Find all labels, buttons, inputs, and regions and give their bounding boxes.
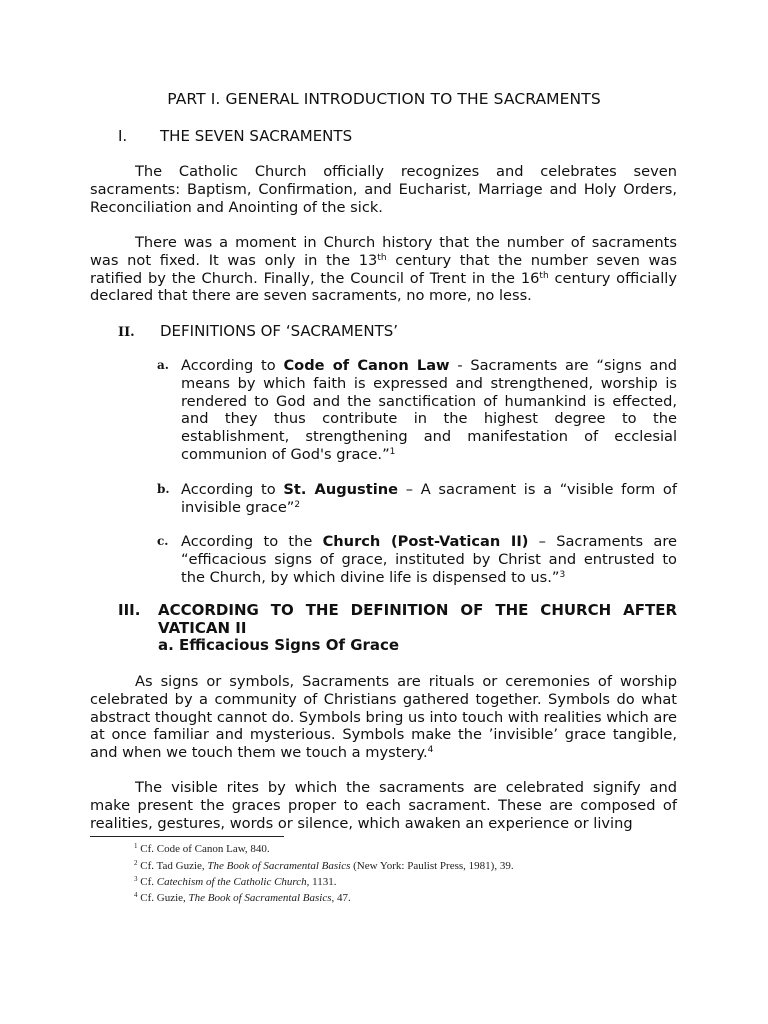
footnote [134,892,351,904]
paragraph-text: There was a moment in Church history that the number of sacraments was not fixed. It was only in the 13 [90,234,677,269]
item-text: According to [181,357,284,374]
footnote-number: 2 [134,859,138,867]
item-text: According to [181,481,284,498]
footnote [134,843,270,855]
footnote-ref[interactable]: 4 [427,745,434,756]
item-text: According to the [181,533,323,550]
section-number: II. [118,325,135,340]
definition-item [157,481,677,517]
footnote-number: 4 [134,891,138,899]
section-number: I. [118,127,128,145]
footnote-text: (New York: Paulist Press, 1981), 39. [350,860,514,872]
definition-item [157,533,677,586]
superscript: th [377,252,387,263]
footnote-text: , 47. [331,892,351,904]
paragraph-text: century officially declared that there are seven sacraments, no more, no less. [90,269,677,305]
footnote-text: Cf. Tad Guzie, [137,860,208,872]
item-letter: c. [157,534,169,548]
footnote-ref[interactable]: 3 [559,569,566,580]
paragraph [90,234,677,305]
footnote-text: Cf. Guzie, [137,892,189,904]
footnote-number: 3 [134,875,138,883]
paragraph [90,163,677,216]
item-source: Church (Post-Vatican II) [322,533,529,550]
section-heading-2 [118,322,398,340]
section-number: III. [118,601,141,619]
paragraph [90,779,677,832]
footnote-divider [90,836,284,837]
item-letter: a. [157,358,169,372]
footnote-title: The Book of Sacramental Basics [188,892,332,904]
paragraph-text: century that the number seven was ratified by the Church. Finally, the Council of Trent in the 16 [90,251,677,287]
section-title: DEFINITIONS OF ‘SACRAMENTS’ [160,322,399,340]
item-text: – A sacrament is a “visible form of invisible grace” [181,481,677,516]
item-text: – Sacraments are “efficacious signs of grace, instituted by Christ and entrusted to the Church, by which divine life is dispensed to us.” [181,533,677,586]
footnote-text: , 1131. [306,876,337,888]
paragraph [90,673,677,762]
item-source: Code of Canon Law [283,357,450,374]
section-title: THE SEVEN SACRAMENTS [160,127,353,145]
footnote-ref[interactable]: 1 [389,446,396,457]
paragraph-text: The visible rites by which the sacraments are celebrated signify and make present the graces proper to each sacrament. These are composed of realities, gestures, words or silence, which awaken an experience or living [90,779,677,832]
footnote [134,876,337,888]
footnote-text: Cf. [137,876,157,888]
subsection-title: a. Efficacious Signs Of Grace [158,636,400,654]
item-text: - Sacraments are “signs and means by which faith is expressed and strengthened, worship is rendered to God and the sanctification of humankind is effected, and they thus contribute in the highest degree to the establishment, strengthening and manifestation of ecclesial communion of God's grace.” [181,357,677,463]
footnote [134,860,514,872]
footnote-number: 1 [134,842,138,850]
superscript: th [539,270,549,281]
definition-item [157,357,677,464]
footnote-title: Catechism of the Catholic Church [156,876,307,888]
footnote-title: The Book of Sacramental Basics [207,860,351,872]
footnote-text: Cf. Code of Canon Law, 840. [137,843,270,855]
paragraph-text: The Catholic Church officially recognizes and celebrates seven sacraments: Baptism, Confirmation, and Eucharist, Marriage and Holy Orders, Reconciliation and Anointing of the sick. [90,163,677,216]
item-source: St. Augustine [283,481,398,498]
item-letter: b. [157,482,170,496]
section-heading-3 [118,602,677,655]
footnote-ref[interactable]: 2 [294,499,301,510]
page-title: PART I. GENERAL INTRODUCTION TO THE SACRAMENTS [167,90,601,108]
section-title: ACCORDING TO THE DEFINITION OF THE CHURCH AFTER VATICAN II [158,601,677,637]
paragraph-text: As signs or symbols, Sacraments are rituals or ceremonies of worship celebrated by a community of Christians gathered together. Symbols do what abstract thought cannot do. Symbols bring us into touch with realities which are at once familiar and mysterious. Symbols make the ’invisible’ grace tangible, and when we touch them we touch a mystery. [90,673,677,762]
section-heading-1 [118,127,352,145]
